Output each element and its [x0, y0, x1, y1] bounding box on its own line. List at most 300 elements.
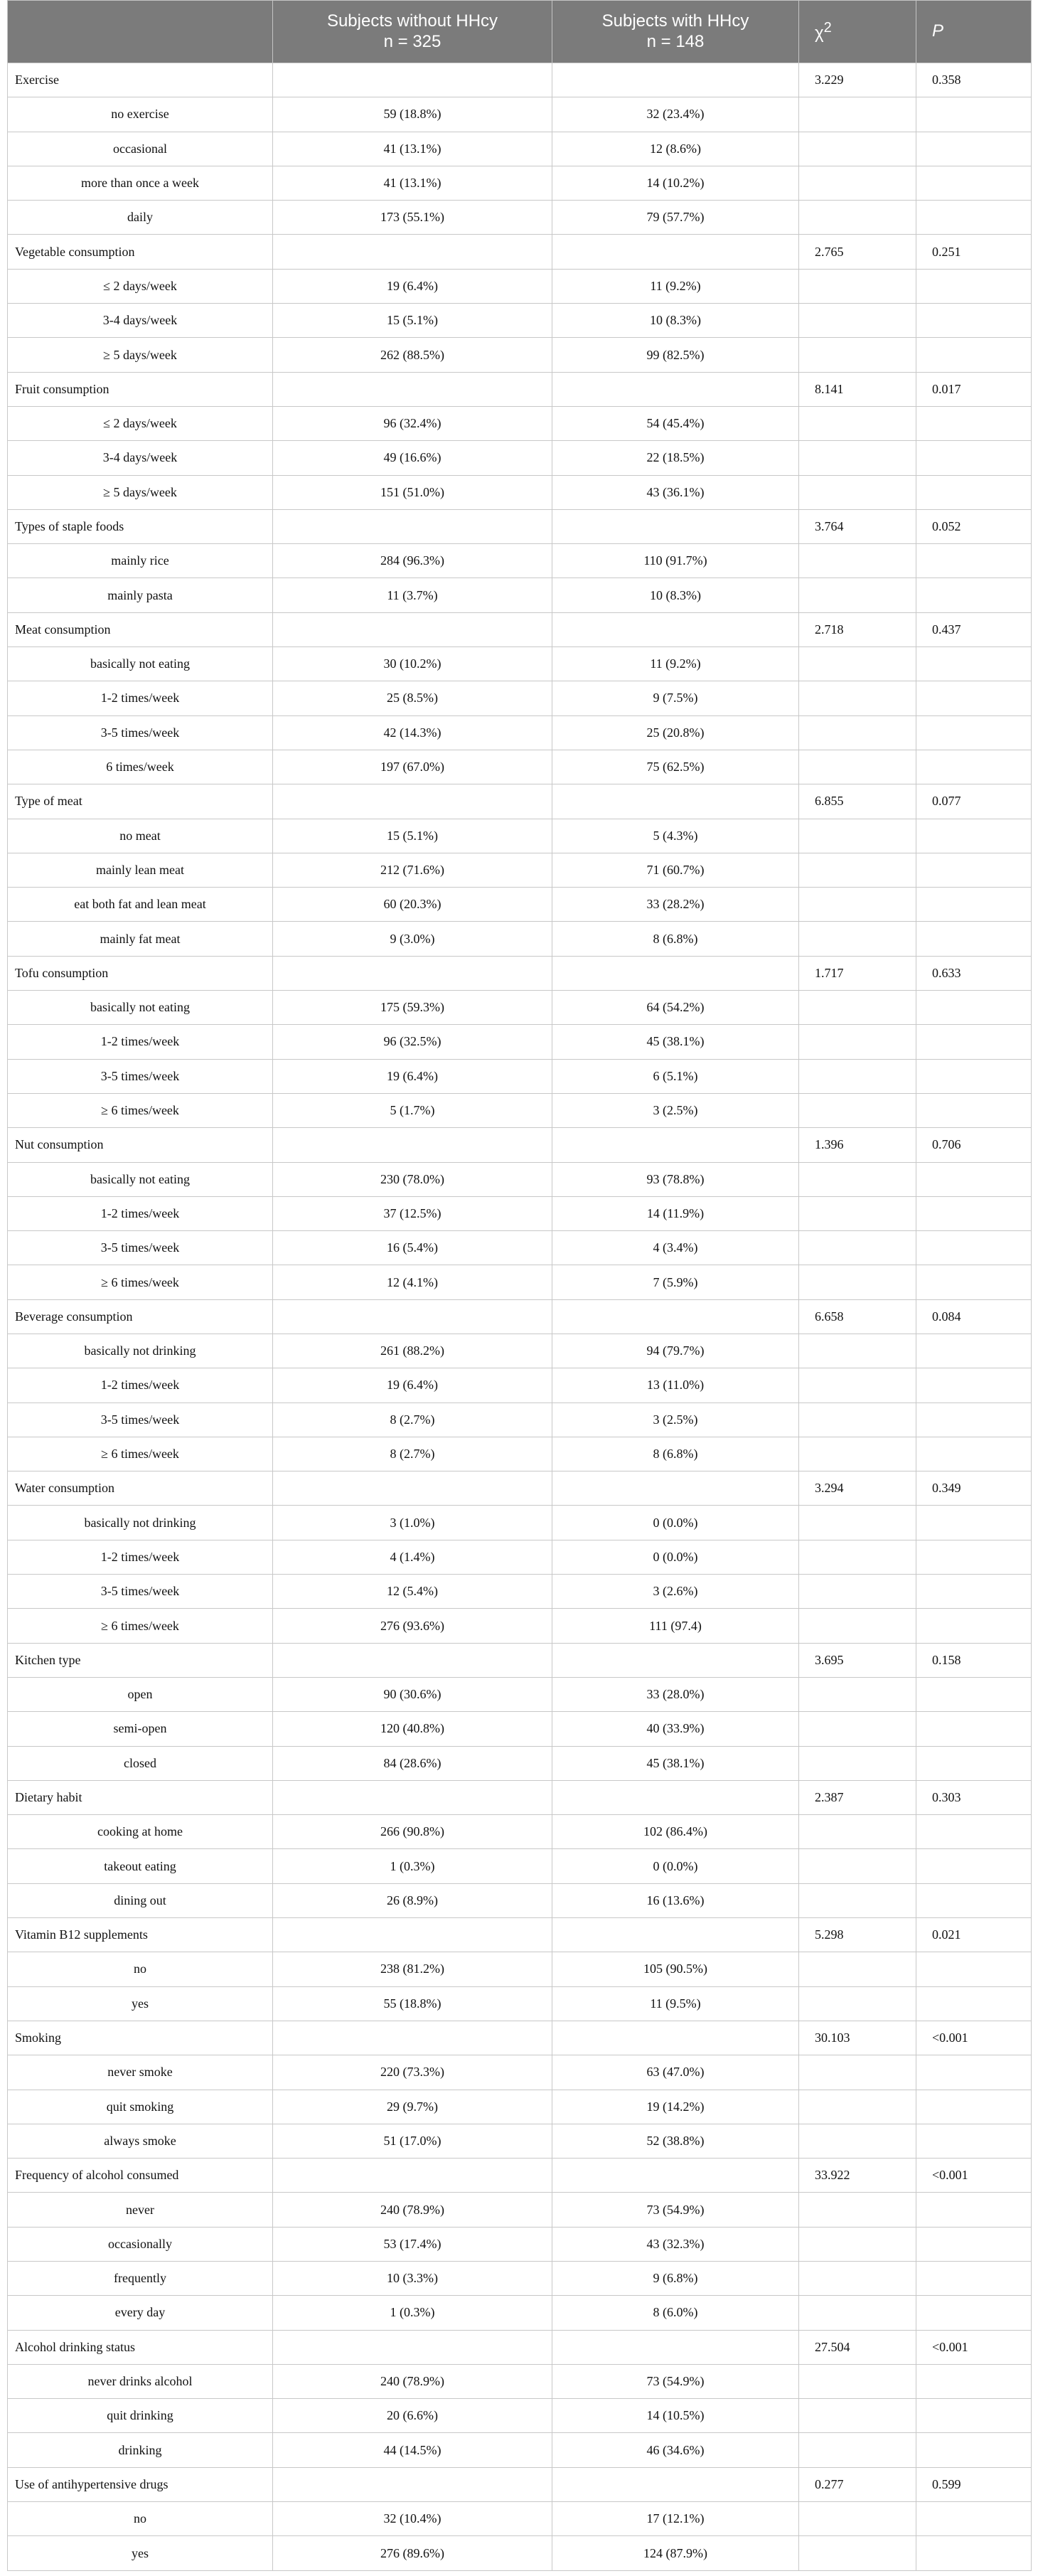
p-value: 0.251	[916, 235, 1032, 269]
without-hhcy-value: 276 (89.6%)	[273, 2536, 552, 2570]
empty-cell	[552, 372, 799, 406]
with-hhcy-value: 14 (10.2%)	[552, 166, 799, 200]
category-row	[8, 1128, 1032, 1162]
category-row	[8, 1918, 1032, 1952]
empty-cell	[799, 1093, 916, 1127]
empty-cell	[916, 991, 1032, 1025]
empty-cell	[799, 922, 916, 956]
empty-cell	[799, 853, 916, 887]
subgroup-label: quit smoking	[8, 2090, 273, 2124]
empty-cell	[916, 2364, 1032, 2398]
table-row	[8, 1231, 1032, 1265]
table-row	[8, 1368, 1032, 1403]
p-value: 0.599	[916, 2467, 1032, 2501]
empty-cell	[799, 132, 916, 166]
table-row	[8, 1540, 1032, 1574]
p-value: 0.303	[916, 1780, 1032, 1814]
without-hhcy-value: 11 (3.7%)	[273, 578, 552, 612]
empty-cell	[799, 2536, 916, 2570]
table-row	[8, 578, 1032, 612]
subgroup-label: 3-5 times/week	[8, 1403, 273, 1437]
without-hhcy-value: 42 (14.3%)	[273, 715, 552, 750]
empty-cell	[916, 1677, 1032, 1711]
without-hhcy-value: 238 (81.2%)	[273, 1952, 552, 1986]
with-hhcy-value: 110 (91.7%)	[552, 544, 799, 578]
without-hhcy-value: 32 (10.4%)	[273, 2502, 552, 2536]
empty-cell	[799, 201, 916, 235]
with-hhcy-value: 0 (0.0%)	[552, 1849, 799, 1883]
without-hhcy-value: 3 (1.0%)	[273, 1506, 552, 1540]
header-p-value: P	[916, 1, 1032, 63]
with-hhcy-value: 32 (23.4%)	[552, 97, 799, 132]
without-hhcy-value: 19 (6.4%)	[273, 1368, 552, 1403]
empty-cell	[273, 1780, 552, 1814]
table-row	[8, 1712, 1032, 1746]
with-hhcy-value: 73 (54.9%)	[552, 2193, 799, 2227]
empty-cell	[799, 2502, 916, 2536]
with-hhcy-value: 11 (9.2%)	[552, 269, 799, 303]
with-hhcy-value: 8 (6.8%)	[552, 1437, 799, 1471]
empty-cell	[916, 2055, 1032, 2090]
empty-cell	[799, 1368, 916, 1403]
empty-cell	[799, 991, 916, 1025]
subgroup-label: basically not drinking	[8, 1506, 273, 1540]
with-hhcy-value: 75 (62.5%)	[552, 750, 799, 784]
subgroup-label: no meat	[8, 819, 273, 853]
without-hhcy-value: 240 (78.9%)	[273, 2193, 552, 2227]
subgroup-label: 3-5 times/week	[8, 1231, 273, 1265]
empty-cell	[552, 509, 799, 543]
p-value: <0.001	[916, 2021, 1032, 2055]
empty-cell	[916, 681, 1032, 715]
empty-cell	[552, 2159, 799, 2193]
empty-cell	[916, 1849, 1032, 1883]
empty-cell	[799, 1162, 916, 1196]
empty-cell	[916, 1025, 1032, 1059]
chi-square-value: 33.922	[799, 2159, 916, 2193]
table-row	[8, 1162, 1032, 1196]
without-hhcy-value: 29 (9.7%)	[273, 2090, 552, 2124]
category-row	[8, 2021, 1032, 2055]
subgroup-label: quit drinking	[8, 2399, 273, 2433]
empty-cell	[799, 578, 916, 612]
category-label: Vitamin B12 supplements	[8, 1918, 273, 1952]
subgroup-label: takeout eating	[8, 1849, 273, 1883]
table-row	[8, 1609, 1032, 1643]
subgroup-label: 1-2 times/week	[8, 1540, 273, 1574]
empty-cell	[273, 1643, 552, 1677]
table-row	[8, 1986, 1032, 2021]
empty-cell	[799, 1609, 916, 1643]
empty-cell	[916, 888, 1032, 922]
table-row	[8, 1815, 1032, 1849]
without-hhcy-value: 15 (5.1%)	[273, 819, 552, 853]
table-row	[8, 475, 1032, 509]
without-hhcy-value: 51 (17.0%)	[273, 2124, 552, 2158]
empty-cell	[916, 475, 1032, 509]
with-hhcy-value: 3 (2.5%)	[552, 1093, 799, 1127]
chi-square-value: 6.658	[799, 1299, 916, 1334]
with-hhcy-value: 111 (97.4)	[552, 1609, 799, 1643]
with-hhcy-value: 93 (78.8%)	[552, 1162, 799, 1196]
table-row	[8, 681, 1032, 715]
empty-cell	[799, 2227, 916, 2261]
empty-cell	[799, 304, 916, 338]
subgroup-label: cooking at home	[8, 1815, 273, 1849]
subgroup-label: ≥ 6 times/week	[8, 1609, 273, 1643]
empty-cell	[799, 2262, 916, 2296]
without-hhcy-value: 49 (16.6%)	[273, 441, 552, 475]
empty-cell	[916, 1368, 1032, 1403]
with-hhcy-value: 33 (28.0%)	[552, 1677, 799, 1711]
category-label: Dietary habit	[8, 1780, 273, 1814]
subgroup-label: mainly rice	[8, 544, 273, 578]
empty-cell	[273, 509, 552, 543]
empty-cell	[916, 750, 1032, 784]
table-row	[8, 406, 1032, 440]
subgroup-label: every day	[8, 2296, 273, 2330]
p-value: 0.158	[916, 1643, 1032, 1677]
empty-cell	[916, 544, 1032, 578]
header-with-hhcy	[552, 1, 799, 63]
with-hhcy-value: 8 (6.8%)	[552, 922, 799, 956]
category-row	[8, 2330, 1032, 2364]
empty-cell	[273, 1471, 552, 1506]
without-hhcy-value: 1 (0.3%)	[273, 1849, 552, 1883]
subgroup-label: ≥ 6 times/week	[8, 1265, 273, 1299]
subgroup-label: never smoke	[8, 2055, 273, 2090]
table-row	[8, 991, 1032, 1025]
category-row	[8, 784, 1032, 819]
category-label: Exercise	[8, 63, 273, 97]
chi-square-value: 8.141	[799, 372, 916, 406]
chi-square-value: 3.695	[799, 1643, 916, 1677]
without-hhcy-value: 261 (88.2%)	[273, 1334, 552, 1368]
table-row	[8, 1265, 1032, 1299]
empty-cell	[916, 1231, 1032, 1265]
empty-cell	[799, 269, 916, 303]
subgroup-label: 3-4 days/week	[8, 441, 273, 475]
subgroup-label: yes	[8, 2536, 273, 2570]
chi-square-value: 3.764	[799, 509, 916, 543]
table-row	[8, 1952, 1032, 1986]
with-hhcy-value: 3 (2.5%)	[552, 1403, 799, 1437]
with-hhcy-value: 99 (82.5%)	[552, 338, 799, 372]
table-row	[8, 1403, 1032, 1437]
with-hhcy-value: 16 (13.6%)	[552, 1883, 799, 1917]
empty-cell	[916, 166, 1032, 200]
empty-cell	[552, 1299, 799, 1334]
table-row	[8, 269, 1032, 303]
empty-cell	[799, 1540, 916, 1574]
header-without-hhcy-title: Subjects without HHcy	[326, 11, 498, 31]
empty-cell	[799, 1059, 916, 1093]
table-row	[8, 1437, 1032, 1471]
empty-cell	[916, 2399, 1032, 2433]
empty-cell	[273, 2330, 552, 2364]
table-row	[8, 2536, 1032, 2570]
empty-cell	[799, 1677, 916, 1711]
subgroup-label: semi-open	[8, 1712, 273, 1746]
empty-cell	[552, 1128, 799, 1162]
empty-cell	[916, 1712, 1032, 1746]
table-row	[8, 853, 1032, 887]
empty-cell	[916, 2262, 1032, 2296]
table-header	[8, 1, 1032, 63]
table-row	[8, 647, 1032, 681]
without-hhcy-value: 8 (2.7%)	[273, 1437, 552, 1471]
category-label: Tofu consumption	[8, 956, 273, 990]
with-hhcy-value: 73 (54.9%)	[552, 2364, 799, 2398]
without-hhcy-value: 12 (4.1%)	[273, 1265, 552, 1299]
subgroup-label: more than once a week	[8, 166, 273, 200]
header-chi-square	[799, 1, 916, 63]
table-row	[8, 304, 1032, 338]
empty-cell	[799, 166, 916, 200]
category-row	[8, 1299, 1032, 1334]
empty-cell	[916, 1334, 1032, 1368]
subgroup-label: dining out	[8, 1883, 273, 1917]
table-row	[8, 819, 1032, 853]
with-hhcy-value: 124 (87.9%)	[552, 2536, 799, 2570]
p-value: 0.021	[916, 1918, 1032, 1952]
category-label: Meat consumption	[8, 612, 273, 646]
table-row	[8, 2502, 1032, 2536]
with-hhcy-value: 43 (32.3%)	[552, 2227, 799, 2261]
subgroup-label: never	[8, 2193, 273, 2227]
subgroup-label: 6 times/week	[8, 750, 273, 784]
subgroup-label: 1-2 times/week	[8, 681, 273, 715]
without-hhcy-value: 44 (14.5%)	[273, 2433, 552, 2467]
with-hhcy-value: 102 (86.4%)	[552, 1815, 799, 1849]
empty-cell	[916, 1952, 1032, 1986]
without-hhcy-value: 240 (78.9%)	[273, 2364, 552, 2398]
header-row	[8, 1, 1032, 63]
without-hhcy-value: 96 (32.5%)	[273, 1025, 552, 1059]
without-hhcy-value: 37 (12.5%)	[273, 1196, 552, 1230]
empty-cell	[273, 612, 552, 646]
category-label: Nut consumption	[8, 1128, 273, 1162]
without-hhcy-value: 197 (67.0%)	[273, 750, 552, 784]
chi-square-value: 2.387	[799, 1780, 916, 1814]
with-hhcy-value: 3 (2.6%)	[552, 1575, 799, 1609]
with-hhcy-value: 0 (0.0%)	[552, 1506, 799, 1540]
subgroup-label: daily	[8, 201, 273, 235]
table-row	[8, 2399, 1032, 2433]
without-hhcy-value: 120 (40.8%)	[273, 1712, 552, 1746]
empty-cell	[799, 1849, 916, 1883]
empty-cell	[552, 63, 799, 97]
category-row	[8, 2467, 1032, 2501]
table-row	[8, 1196, 1032, 1230]
without-hhcy-value: 12 (5.4%)	[273, 1575, 552, 1609]
empty-cell	[916, 132, 1032, 166]
without-hhcy-value: 90 (30.6%)	[273, 1677, 552, 1711]
with-hhcy-value: 46 (34.6%)	[552, 2433, 799, 2467]
subgroup-label: no	[8, 1952, 273, 1986]
empty-cell	[916, 2536, 1032, 2570]
with-hhcy-value: 25 (20.8%)	[552, 715, 799, 750]
without-hhcy-value: 9 (3.0%)	[273, 922, 552, 956]
subgroup-label: mainly fat meat	[8, 922, 273, 956]
empty-cell	[916, 1746, 1032, 1780]
empty-cell	[799, 1506, 916, 1540]
chi-square-value: 1.717	[799, 956, 916, 990]
subgroup-label: occasionally	[8, 2227, 273, 2261]
category-row	[8, 509, 1032, 543]
empty-cell	[799, 1986, 916, 2021]
with-hhcy-value: 40 (33.9%)	[552, 1712, 799, 1746]
empty-cell	[799, 406, 916, 440]
table-row	[8, 97, 1032, 132]
subgroup-label: 1-2 times/week	[8, 1196, 273, 1230]
table-container	[7, 0, 1031, 2571]
subgroup-label: drinking	[8, 2433, 273, 2467]
empty-cell	[916, 1265, 1032, 1299]
table-row	[8, 1677, 1032, 1711]
empty-cell	[799, 647, 916, 681]
without-hhcy-value: 60 (20.3%)	[273, 888, 552, 922]
category-row	[8, 612, 1032, 646]
empty-cell	[916, 2193, 1032, 2227]
table-row	[8, 1883, 1032, 1917]
header-with-hhcy-title: Subjects with HHcy	[601, 11, 749, 31]
empty-cell	[799, 1231, 916, 1265]
empty-cell	[916, 1059, 1032, 1093]
p-value: <0.001	[916, 2330, 1032, 2364]
subgroup-label: frequently	[8, 2262, 273, 2296]
category-label: Alcohol drinking status	[8, 2330, 273, 2364]
table-row	[8, 1025, 1032, 1059]
with-hhcy-value: 43 (36.1%)	[552, 475, 799, 509]
with-hhcy-value: 64 (54.2%)	[552, 991, 799, 1025]
without-hhcy-value: 175 (59.3%)	[273, 991, 552, 1025]
p-value: 0.437	[916, 612, 1032, 646]
table-body	[8, 63, 1032, 2571]
empty-cell	[799, 715, 916, 750]
category-label: Kitchen type	[8, 1643, 273, 1677]
with-hhcy-value: 5 (4.3%)	[552, 819, 799, 853]
empty-cell	[799, 441, 916, 475]
with-hhcy-value: 94 (79.7%)	[552, 1334, 799, 1368]
chi-symbol: χ	[815, 23, 824, 43]
empty-cell	[916, 1093, 1032, 1127]
empty-cell	[552, 1643, 799, 1677]
subgroup-label: yes	[8, 1986, 273, 2021]
empty-cell	[273, 956, 552, 990]
p-value: 0.084	[916, 1299, 1032, 1334]
subgroup-label: ≥ 5 days/week	[8, 338, 273, 372]
empty-cell	[799, 544, 916, 578]
without-hhcy-value: 25 (8.5%)	[273, 681, 552, 715]
empty-cell	[799, 888, 916, 922]
p-value: 0.358	[916, 63, 1032, 97]
empty-cell	[552, 784, 799, 819]
with-hhcy-value: 63 (47.0%)	[552, 2055, 799, 2090]
category-row	[8, 63, 1032, 97]
empty-cell	[552, 2021, 799, 2055]
table-row	[8, 2227, 1032, 2261]
empty-cell	[552, 2467, 799, 2501]
chi-exponent: 2	[823, 20, 832, 36]
with-hhcy-value: 9 (6.8%)	[552, 2262, 799, 2296]
subgroup-label: ≥ 6 times/week	[8, 1437, 273, 1471]
without-hhcy-value: 84 (28.6%)	[273, 1746, 552, 1780]
empty-cell	[799, 681, 916, 715]
table-row	[8, 441, 1032, 475]
without-hhcy-value: 30 (10.2%)	[273, 647, 552, 681]
empty-cell	[273, 235, 552, 269]
category-label: Smoking	[8, 2021, 273, 2055]
without-hhcy-value: 19 (6.4%)	[273, 269, 552, 303]
chi-square-value: 6.855	[799, 784, 916, 819]
empty-cell	[273, 784, 552, 819]
table-row	[8, 2090, 1032, 2124]
subgroup-label: closed	[8, 1746, 273, 1780]
without-hhcy-value: 59 (18.8%)	[273, 97, 552, 132]
empty-cell	[916, 922, 1032, 956]
empty-cell	[916, 578, 1032, 612]
empty-cell	[799, 1025, 916, 1059]
with-hhcy-value: 10 (8.3%)	[552, 578, 799, 612]
p-value: 0.349	[916, 1471, 1032, 1506]
empty-cell	[916, 819, 1032, 853]
table-row	[8, 201, 1032, 235]
empty-cell	[799, 1196, 916, 1230]
empty-cell	[916, 1196, 1032, 1230]
with-hhcy-value: 11 (9.2%)	[552, 647, 799, 681]
without-hhcy-value: 19 (6.4%)	[273, 1059, 552, 1093]
empty-cell	[799, 2433, 916, 2467]
header-without-hhcy	[273, 1, 552, 63]
without-hhcy-value: 16 (5.4%)	[273, 1231, 552, 1265]
with-hhcy-value: 11 (9.5%)	[552, 1986, 799, 2021]
empty-cell	[552, 1471, 799, 1506]
without-hhcy-value: 1 (0.3%)	[273, 2296, 552, 2330]
without-hhcy-value: 15 (5.1%)	[273, 304, 552, 338]
p-value: 0.017	[916, 372, 1032, 406]
empty-cell	[273, 1918, 552, 1952]
with-hhcy-value: 54 (45.4%)	[552, 406, 799, 440]
chi-square-value: 27.504	[799, 2330, 916, 2364]
category-row	[8, 235, 1032, 269]
without-hhcy-value: 151 (51.0%)	[273, 475, 552, 509]
empty-cell	[916, 2124, 1032, 2158]
empty-cell	[916, 338, 1032, 372]
empty-cell	[916, 1986, 1032, 2021]
chi-square-value: 1.396	[799, 1128, 916, 1162]
empty-cell	[916, 2433, 1032, 2467]
empty-cell	[799, 1575, 916, 1609]
p-value: 0.077	[916, 784, 1032, 819]
subgroup-label: basically not drinking	[8, 1334, 273, 1368]
chi-square-value: 3.294	[799, 1471, 916, 1506]
empty-cell	[552, 1780, 799, 1814]
subgroup-label: 1-2 times/week	[8, 1368, 273, 1403]
without-hhcy-value: 262 (88.5%)	[273, 338, 552, 372]
subgroup-label: ≥ 6 times/week	[8, 1093, 273, 1127]
chi-square-value: 2.718	[799, 612, 916, 646]
empty-cell	[799, 1746, 916, 1780]
header-with-hhcy-n: n = 148	[646, 31, 705, 51]
empty-cell	[799, 2399, 916, 2433]
without-hhcy-value: 284 (96.3%)	[273, 544, 552, 578]
empty-cell	[552, 956, 799, 990]
empty-cell	[273, 2159, 552, 2193]
with-hhcy-value: 7 (5.9%)	[552, 1265, 799, 1299]
table-row	[8, 1746, 1032, 1780]
without-hhcy-value: 212 (71.6%)	[273, 853, 552, 887]
